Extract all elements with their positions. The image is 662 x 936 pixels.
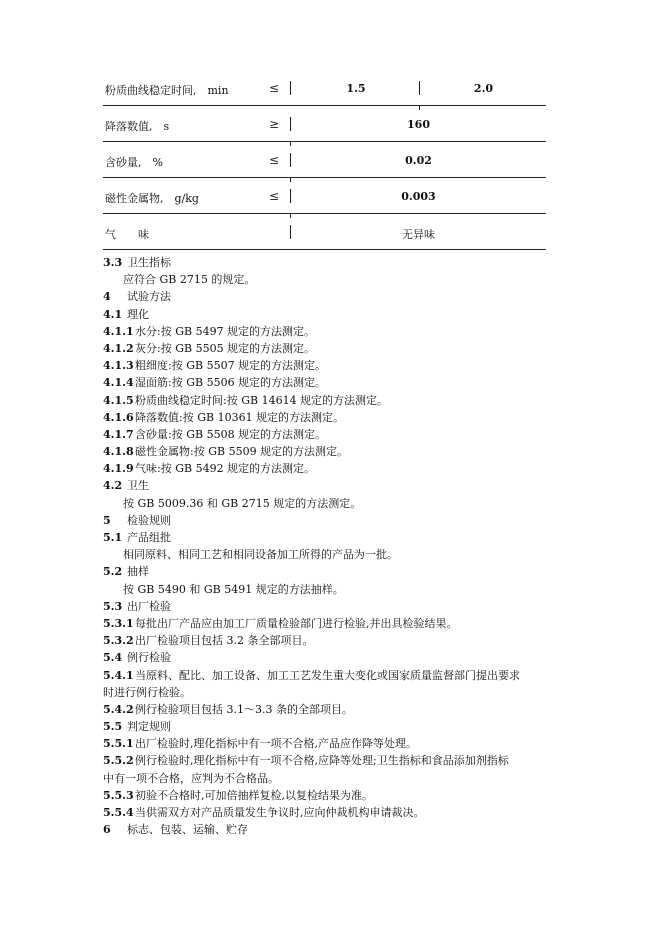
section-number: 4.1.4 bbox=[103, 376, 134, 390]
section-number: 4.1.3 bbox=[103, 359, 134, 373]
section-number: 5.2 bbox=[103, 565, 123, 579]
row-value: 0.003 bbox=[401, 190, 436, 203]
text-line bbox=[103, 615, 563, 632]
section-number: 4.1.8 bbox=[103, 445, 134, 459]
text-line bbox=[103, 804, 563, 821]
table-row bbox=[103, 178, 546, 214]
line-text: 卫生指标 bbox=[127, 256, 171, 269]
line-text: 中有一项不合格，应判为不合格品。 bbox=[103, 771, 279, 785]
line-text: 相同原料、相同工艺和相同设备加工所得的产品为一批。 bbox=[123, 548, 398, 562]
line-text: 降落数值:按 GB 10361 规定的方法测定。 bbox=[135, 410, 345, 424]
line-text: 产品组批 bbox=[127, 531, 171, 544]
line-text: 出厂检验 bbox=[127, 599, 171, 613]
text-line bbox=[103, 409, 563, 426]
line-text: 时进行例行检验。 bbox=[103, 685, 191, 699]
section-number: 5.5.3 bbox=[103, 788, 134, 802]
text-line bbox=[103, 529, 563, 546]
text-line bbox=[103, 340, 563, 357]
row-value: 无异味 bbox=[402, 228, 435, 241]
row-label: 磁性金属物, g/kg bbox=[105, 192, 199, 205]
row-operator: ≤ bbox=[269, 189, 280, 203]
section-number: 5.3.1 bbox=[103, 616, 134, 630]
text-line bbox=[103, 546, 563, 563]
line-text: 卫生 bbox=[127, 479, 149, 493]
section-number: 6 bbox=[103, 823, 111, 837]
line-text: 出厂检验项目包括 3.2 条全部项目。 bbox=[135, 634, 314, 648]
row-operator: ≤ bbox=[269, 81, 280, 95]
text-line bbox=[103, 323, 563, 340]
text-line bbox=[103, 581, 563, 598]
row-label: 含砂量, % bbox=[105, 156, 163, 169]
text-line bbox=[103, 512, 563, 529]
section-number: 5.5 bbox=[103, 720, 123, 734]
line-text: 当供需双方对产品质量发生争议时,应向仲裁机构申请裁决。 bbox=[135, 806, 425, 819]
document-body bbox=[103, 254, 563, 838]
text-line bbox=[103, 460, 563, 477]
row-operator: ≤ bbox=[269, 153, 280, 167]
text-line bbox=[103, 598, 563, 615]
text-line bbox=[103, 649, 563, 666]
line-text: 初验不合格时,可加倍抽样复检,以复检结果为准。 bbox=[135, 788, 373, 802]
line-text: 灰分:按 GB 5505 规定的方法测定。 bbox=[135, 341, 316, 355]
text-line bbox=[103, 735, 563, 752]
text-line bbox=[103, 374, 563, 391]
text-line bbox=[103, 306, 563, 323]
row-operator: ≥ bbox=[269, 117, 280, 131]
column-divider bbox=[419, 81, 420, 95]
section-number: 4.2 bbox=[103, 479, 123, 493]
section-number: 4.1.7 bbox=[103, 427, 134, 441]
section-number: 4.1 bbox=[103, 307, 123, 321]
text-line bbox=[103, 495, 563, 512]
line-text: 气味:按 GB 5492 规定的方法测定。 bbox=[135, 462, 316, 476]
table-row bbox=[103, 70, 546, 106]
section-number: 5.5.1 bbox=[103, 737, 134, 751]
section-number: 5.5.4 bbox=[103, 806, 134, 819]
section-number: 5.3.2 bbox=[103, 634, 134, 648]
line-text: 出厂检验时,理化指标中有一项不合格,产品应作降等处理。 bbox=[135, 737, 417, 751]
text-line bbox=[103, 787, 563, 804]
line-text: 检验规则 bbox=[127, 513, 171, 527]
text-line bbox=[103, 770, 563, 787]
section-number: 5.4.2 bbox=[103, 702, 134, 716]
section-number: 4.1.5 bbox=[103, 393, 134, 407]
text-line bbox=[103, 443, 563, 460]
line-text: 试验方法 bbox=[127, 290, 171, 304]
section-number: 5.4.1 bbox=[103, 668, 134, 682]
line-text: 例行检验项目包括 3.1～3.3 条的全部项目。 bbox=[135, 702, 353, 716]
row-label: 降落数值, s bbox=[105, 120, 170, 133]
line-text: 每批出厂产品应由加工厂质量检验部门进行检验,并出具检验结果。 bbox=[135, 616, 458, 630]
section-number: 4.1.1 bbox=[103, 324, 134, 338]
line-text: 按 GB 5009.36 和 GB 2715 规定的方法测定。 bbox=[123, 496, 362, 510]
line-text: 磁性金属物:按 GB 5509 规定的方法测定。 bbox=[135, 445, 349, 459]
table-row bbox=[103, 214, 546, 250]
section-number: 5.5.2 bbox=[103, 754, 134, 768]
text-line bbox=[103, 821, 563, 838]
text-line bbox=[103, 701, 563, 718]
text-line bbox=[103, 426, 563, 443]
row-value-a: 1.5 bbox=[346, 82, 366, 95]
line-text: 判定规则 bbox=[127, 720, 171, 734]
section-number: 4.1.6 bbox=[103, 410, 134, 424]
text-line bbox=[103, 752, 563, 769]
text-line bbox=[103, 357, 563, 374]
section-number: 3.3 bbox=[103, 256, 123, 269]
section-number: 5.3 bbox=[103, 599, 123, 613]
text-line bbox=[103, 667, 563, 684]
indicator-table bbox=[103, 70, 546, 250]
section-number: 4 bbox=[103, 290, 111, 304]
text-line bbox=[103, 254, 563, 271]
line-text: 例行检验时,理化指标中有一项不合格,应降等处理;卫生指标和食品添加剂指标 bbox=[135, 754, 509, 768]
line-text: 按 GB 5490 和 GB 5491 规定的方法抽样。 bbox=[123, 582, 344, 596]
line-text: 理化 bbox=[127, 307, 149, 321]
text-line bbox=[103, 288, 563, 305]
text-line bbox=[103, 684, 563, 701]
text-line bbox=[103, 718, 563, 735]
section-number: 5.4 bbox=[103, 651, 123, 665]
line-text: 粉质曲线稳定时间:按 GB 14614 规定的方法测定。 bbox=[135, 393, 389, 407]
line-text: 当原料、配比、加工设备、加工工艺发生重大变化或国家质量监督部门提出要求 bbox=[135, 668, 520, 682]
text-line bbox=[103, 563, 563, 580]
line-text: 粗细度:按 GB 5507 规定的方法测定。 bbox=[135, 359, 327, 373]
line-text: 抽样 bbox=[127, 565, 149, 579]
text-line bbox=[103, 477, 563, 494]
line-text: 含砂量:按 GB 5508 规定的方法测定。 bbox=[135, 427, 327, 441]
row-label: 气 味 bbox=[105, 228, 149, 241]
line-text: 水分:按 GB 5497 规定的方法测定。 bbox=[135, 324, 316, 338]
row-value-b: 2.0 bbox=[473, 82, 494, 95]
text-line bbox=[103, 632, 563, 649]
section-number: 4.1.9 bbox=[103, 462, 134, 476]
row-label: 粉质曲线稳定时间, min bbox=[105, 84, 229, 97]
table-row bbox=[103, 142, 546, 178]
section-number: 5.1 bbox=[103, 531, 123, 544]
row-value: 0.02 bbox=[405, 154, 432, 167]
table-row bbox=[103, 106, 546, 142]
line-text: 应符合 GB 2715 的规定。 bbox=[123, 273, 256, 287]
text-line bbox=[103, 392, 563, 409]
section-number: 4.1.2 bbox=[103, 341, 134, 355]
section-number: 5 bbox=[103, 513, 111, 527]
text-line bbox=[103, 271, 563, 288]
line-text: 例行检验 bbox=[127, 651, 171, 665]
line-text: 湿面筋:按 GB 5506 规定的方法测定。 bbox=[135, 376, 327, 390]
line-text: 标志、包装、运输、贮存 bbox=[127, 823, 248, 837]
row-value: 160 bbox=[407, 118, 430, 131]
